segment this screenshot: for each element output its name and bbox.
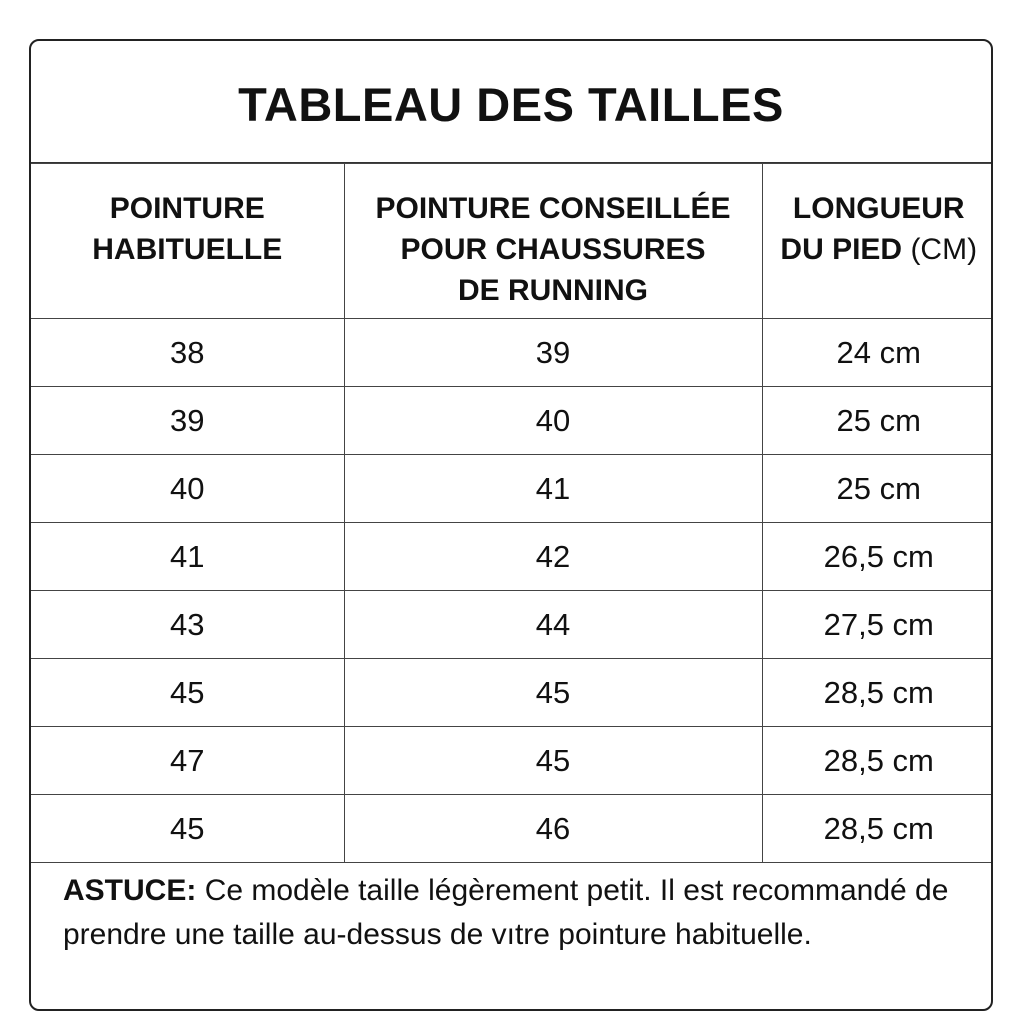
header-row [31,164,993,319]
header-text: POINTURE CONSEILLÉE [375,192,731,225]
cell-foot-length: 27,5 cm [762,591,993,659]
tip-label: ASTUCE: [63,874,197,907]
cell-recommended-size: 45 [344,727,762,795]
cell-foot-length: 24 cm [762,319,993,387]
header-recommended-size [344,164,762,319]
cell-recommended-size: 40 [344,387,762,455]
cell-foot-length: 28,5 cm [762,795,993,863]
cell-recommended-size: 46 [344,795,762,863]
table-row [31,387,993,455]
header-text: POUR CHAUSSURES [400,233,706,266]
header-text-line [763,229,994,270]
cell-usual-size: 45 [31,659,344,727]
cell-foot-length: 28,5 cm [762,727,993,795]
header-unit: (CM) [910,233,978,266]
cell-recommended-size: 44 [344,591,762,659]
cell-foot-length: 25 cm [762,387,993,455]
cell-usual-size: 47 [31,727,344,795]
table-row [31,455,993,523]
table-row [31,591,993,659]
cell-foot-length: 26,5 cm [762,523,993,591]
tip-note [63,869,951,957]
cell-recommended-size: 42 [344,523,762,591]
table-row [31,727,993,795]
cell-usual-size: 41 [31,523,344,591]
table-row [31,659,993,727]
cell-usual-size: 38 [31,319,344,387]
table-row [31,319,993,387]
table-row [31,795,993,863]
header-text: LONGUEUR [792,192,965,225]
header-foot-length [762,164,993,319]
cell-recommended-size: 45 [344,659,762,727]
cell-recommended-size: 39 [344,319,762,387]
header-usual-size [31,164,344,319]
cell-usual-size: 39 [31,387,344,455]
cell-foot-length: 28,5 cm [762,659,993,727]
cell-recommended-size: 41 [344,455,762,523]
cell-usual-size: 43 [31,591,344,659]
header-text: DU PIED [780,233,903,266]
cell-usual-size: 45 [31,795,344,863]
page-title: TABLEAU DES TAILLES [238,78,784,131]
table-row [31,523,993,591]
size-chart-card [29,39,993,1011]
header-text: POINTURE [109,192,265,225]
size-table [31,163,993,863]
cell-usual-size: 40 [31,455,344,523]
header-text: HABITUELLE [92,233,283,266]
header-text: DE RUNNING [457,274,648,307]
cell-foot-length: 25 cm [762,455,993,523]
title-bar [31,41,991,163]
tip-text: Ce modèle taille légèrement petit. Il est recommandé de prendre une taille au-dessus de vıtre pointure habituelle. [63,874,949,951]
